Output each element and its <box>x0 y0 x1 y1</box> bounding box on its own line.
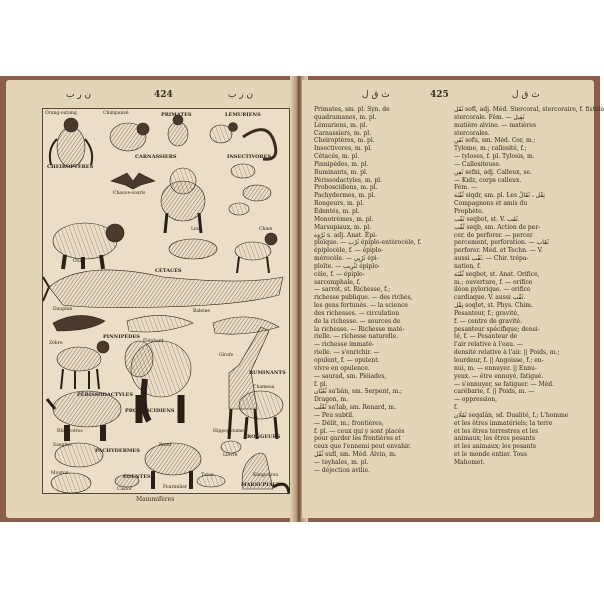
dictionary-line: stercorales. <box>454 129 490 137</box>
dictionary-line: épiplocèle, f. — épiplo- <box>314 247 384 255</box>
dictionary-line: ثَعْلَب sa'lab, sm. Renard, m. <box>314 404 397 412</box>
plate-label: CÉTACÉS <box>155 268 182 274</box>
plate-label: Fourmilier <box>163 485 188 490</box>
plate-label: PÉRISSODACTYLES <box>77 392 133 398</box>
dictionary-line: Carnassiers, m. pl. <box>314 129 372 137</box>
dictionary-line: — Kıdz, corps calleux. <box>454 176 522 184</box>
right-page <box>302 80 604 518</box>
dictionary-line: Pesanteur, f.; gravité, <box>454 309 519 317</box>
dictionary-line: — oppression, <box>454 396 498 404</box>
plate-label: Zèbre <box>49 341 63 346</box>
dictionary-line: Compagnons et amis du <box>454 200 528 208</box>
dictionary-line: f. pl. — ceux qui y sont placés <box>314 427 405 435</box>
plate-label: Kangourou <box>253 473 279 478</box>
dictionary-line: ثُفْل sufl, sm. Méd. Alvin, m. <box>314 451 397 459</box>
plate-label: INSECTIVORES <box>227 154 272 160</box>
plate-label: LÉMURIENS <box>225 112 261 118</box>
dictionary-line: des richesses. — circulation <box>314 309 400 317</box>
dictionary-line: et le monde entier. Tous <box>454 451 528 459</box>
plate-label: Chameau <box>253 385 275 390</box>
right-header-arabic-outer: ث ق ل <box>512 90 540 100</box>
dictionary-line: Proboscidiens, m. pl. <box>314 184 378 192</box>
dictionary-line: ceux que l'ennemi peut envahir. <box>314 443 411 451</box>
left-page-number: 424 <box>154 90 173 100</box>
dictionary-line: et les êtres immatériels; la terre <box>454 419 553 427</box>
monkey-drawing <box>168 122 188 146</box>
dictionary-line: et les animaux; les pesants <box>454 443 536 451</box>
dictionary-line: f. — centre de gravité. <box>454 317 523 325</box>
plate-label: Orang-outang <box>45 111 77 116</box>
dictionary-line: — s'ennuyer, se fatiguer. — Méd. <box>454 380 555 388</box>
plate-label: Castor <box>117 487 133 492</box>
right-page-number: 425 <box>430 90 449 100</box>
dictionary-line: — tyloses, f. pl. Tylosis, m. <box>454 153 535 161</box>
dictionary-line: sarcomphale, f. <box>314 278 361 286</box>
dog-drawing <box>235 242 271 260</box>
dictionary-line: ثُقْبَة siqdr, sm. pl. Les ثِقْل ، ثَقَالُ <box>454 192 545 200</box>
dictionary-line: té, f. — Pesanteur de <box>454 333 518 341</box>
dictionary-line: richesse publique. — des riches, <box>314 294 413 302</box>
dictionary-line: cer, de perforer. — percer <box>454 231 533 239</box>
dictionary-line: densité relative à l'air. || Poids, m.; <box>454 349 560 357</box>
dictionary-line: ثَفَن sofu, sm. Méd. Cor, m.; <box>454 137 536 145</box>
dictionary-line: animaux; les êtres pesants <box>454 435 536 443</box>
dictionary-line: Rongeurs, m. pl. <box>314 200 365 208</box>
dictionary-line: Cétacés, m. pl. <box>314 153 360 161</box>
dictionary-line: ploïque. — ثَرْب épiplo-entérocèle, f. <box>314 239 422 247</box>
plate-label: Bœuf <box>159 443 172 448</box>
dictionary-line: — teyhales, m. pl. <box>314 458 369 466</box>
dictionary-line: carébarie, f. || Poids, m. — <box>454 388 535 396</box>
plate-label: Sanglier <box>53 443 73 448</box>
dictionary-line: iléon pylorique. — orifice <box>454 286 531 294</box>
plate-label: Lion <box>191 227 202 232</box>
dictionary-line: nation, f. <box>454 262 481 270</box>
plate-label: RONGEURS <box>247 434 281 440</box>
dictionary-line: aussi ثَقْب. — Chir. trépa- <box>454 255 529 263</box>
open-book <box>0 76 604 522</box>
mammals-illustration-plate <box>42 108 290 494</box>
dictionary-line: Ruminants, m. pl. <box>314 168 368 176</box>
plate-label: Lièvre <box>223 453 238 458</box>
dictionary-line: mérocèle. — ثَرْبِي épi- <box>314 255 379 263</box>
dictionary-line: Tylome, m.; callosité, f.; <box>454 145 527 153</box>
dictionary-line: f. pl. <box>314 380 328 388</box>
dictionary-line: Cheiroptères, m. pl. <box>314 137 375 145</box>
dictionary-line: perforer. Méd. et Techn. — V. <box>454 247 543 255</box>
sheep-drawing <box>51 473 91 493</box>
plate-label: ÉDENTÉS <box>123 474 151 480</box>
dictionary-line: ثُقْبَة seqbot, st. Anat. Orifice, <box>454 270 540 278</box>
dictionary-line: Insectivores, m. pl. <box>314 145 373 153</box>
left-header-arabic-inner: ن ر ب <box>228 90 254 100</box>
plate-label: Chimpanzé <box>103 111 129 116</box>
dictionary-line: f. <box>454 404 458 412</box>
plate-label: Dauphin <box>53 307 73 312</box>
dictionary-line: Monotrèmes, m. pl. <box>314 215 374 223</box>
dictionary-line: ثَقْب seqbot, st. V. ثَقَب. <box>454 215 520 223</box>
dictionary-line: percement, perforation. — ثَقَاب <box>454 239 549 247</box>
camel-drawing <box>239 391 283 419</box>
plate-label: PACHYDERMES <box>95 448 140 454</box>
dictionary-line: matière alvine. — matières <box>454 121 537 129</box>
plate-label: Tatou <box>201 473 214 478</box>
zebra-drawing <box>57 347 101 371</box>
dictionary-line: Périssodactyles, m. pl. <box>314 176 382 184</box>
dictionary-line: et les êtres terrestres et les <box>454 427 539 435</box>
dictionary-line: Dragon, m. <box>314 396 348 404</box>
dictionary-line: Fém. — <box>454 184 477 192</box>
dictionary-line: cardiaque. V. aussi ثَقْب. <box>454 294 526 302</box>
dictionary-line: stercorale. Fém. — ثَقِيل <box>454 113 525 121</box>
plate-label: Girafe <box>219 353 234 358</box>
dictionary-line: Mahomet. <box>454 458 485 466</box>
dictionary-line: rielle. — s'enrichir. — <box>314 349 380 357</box>
dictionary-line: de la richesse. — sources de <box>314 317 401 325</box>
dictionary-line: pour garder les frontières et <box>314 435 401 443</box>
dictionary-line: Pachydermes, m. pl. <box>314 192 376 200</box>
dictionary-line: nui, m. — ennuyer. || Ennu- <box>454 364 537 372</box>
dictionary-line: vivre en opulence. <box>314 364 370 372</box>
dictionary-line: Lémuriens, m. pl. <box>314 121 368 129</box>
plate-caption: Mammifères <box>136 496 175 503</box>
dictionary-line: Pinnipèdes, m. pl. <box>314 160 369 168</box>
dictionary-line: — Délit, m.; frontières, <box>314 419 384 427</box>
dictionary-line: quadrumanes, m. pl. <box>314 113 377 121</box>
dictionary-line: rielle. — richesse naturelle. <box>314 333 399 341</box>
dictionary-line: — Callositeuse. <box>454 160 501 168</box>
dictionary-line: m.; ouverture, f. — orifice <box>454 278 533 286</box>
plate-label: PINNIPÈDES <box>103 334 140 340</box>
plate-label: Hippopotame <box>213 429 244 434</box>
plate-label: MARSUPIAUX <box>241 482 281 488</box>
dictionary-line: Marsupiaux, m. pl. <box>314 223 372 231</box>
dictionary-line: la richesse. — Richesse maté- <box>314 325 405 333</box>
dictionary-line: — déjection avilie. <box>314 466 370 474</box>
dictionary-column-left <box>314 106 432 475</box>
plate-label: Ours <box>73 259 85 264</box>
dictionary-line: lourdeur, f. || Angoisse, f.; en- <box>454 357 544 364</box>
dictionary-line: ثُقْب seqb, sm. Action de per- <box>454 223 541 231</box>
dictionary-line: l'air relative à l'eau. — <box>454 341 523 349</box>
plate-label: Mouton <box>51 471 69 476</box>
plate-label: Baleine <box>193 309 211 314</box>
dictionary-line: Édentés, m. pl. <box>314 207 360 215</box>
dictionary-line: ثَقَل sofl, adj. Méd. Stercoral, stercoraire, f. fistule <box>454 106 604 113</box>
plate-label: PRIMATES <box>161 112 192 118</box>
dictionary-line: ثَفِن sefni, adj. Calleux, se. <box>454 168 532 176</box>
plate-label: CHEIROPTÈRES <box>47 164 94 170</box>
plate-label: Rhinocéros <box>57 429 83 434</box>
plate-label: Chien <box>259 227 273 232</box>
dictionary-line: ploïte. — تَثْرِيب épiplo- <box>314 262 380 270</box>
dictionary-line: ثِقْل soqlet, st. Phys. Chim. <box>454 302 533 310</box>
dictionary-line: — Peu subtil. <box>314 411 354 419</box>
plate-label: PROBOSCIDIENS <box>125 408 175 414</box>
plate-label: Chauve-souris <box>113 191 146 196</box>
dictionary-line: ثَقَلَان seqalân, sd. Dualité, f.; L'homme <box>454 411 569 419</box>
plate-label: CARNASSIERS <box>135 154 177 160</box>
ox-drawing <box>145 443 201 475</box>
dictionary-line: — sarrot, st. Richesse, f.; <box>314 286 391 294</box>
dictionary-line: — saurad, sm. Pléiades, <box>314 372 387 380</box>
plate-label: RUMINANTS <box>249 370 286 376</box>
dictionary-line: — richesse immaté- <box>314 341 374 349</box>
plate-label: Éléphant <box>143 339 164 344</box>
left-header-arabic-outer: ن ر ب <box>66 90 92 100</box>
dictionary-line: cèle, f. — épiplo- <box>314 270 365 278</box>
dictionary-column-right <box>454 106 604 467</box>
dictionary-line: les gens fortunés. — la science <box>314 302 408 310</box>
dictionary-line: pesanteur spécifique; densi- <box>454 325 540 333</box>
dictionary-line: yeux. — être ennuyé, fatigué. <box>454 372 544 380</box>
dictionary-line: ثَرْوَة s. adj. Anat. Épi- <box>314 231 378 239</box>
right-header-arabic-inner: ث ق ل <box>362 90 390 100</box>
hedgehog-drawing <box>243 185 271 201</box>
orang-outang-drawing <box>57 127 85 167</box>
dictionary-line: Prophète. <box>454 207 484 215</box>
dictionary-line: ثُعْبَان sa'bân, sm. Serpent, m.; <box>314 388 403 396</box>
dictionary-line: opulent, f. — opulent. <box>314 357 380 364</box>
dictionary-line: Primates, sm. pl. Syn. de <box>314 106 390 113</box>
left-page <box>6 80 296 518</box>
